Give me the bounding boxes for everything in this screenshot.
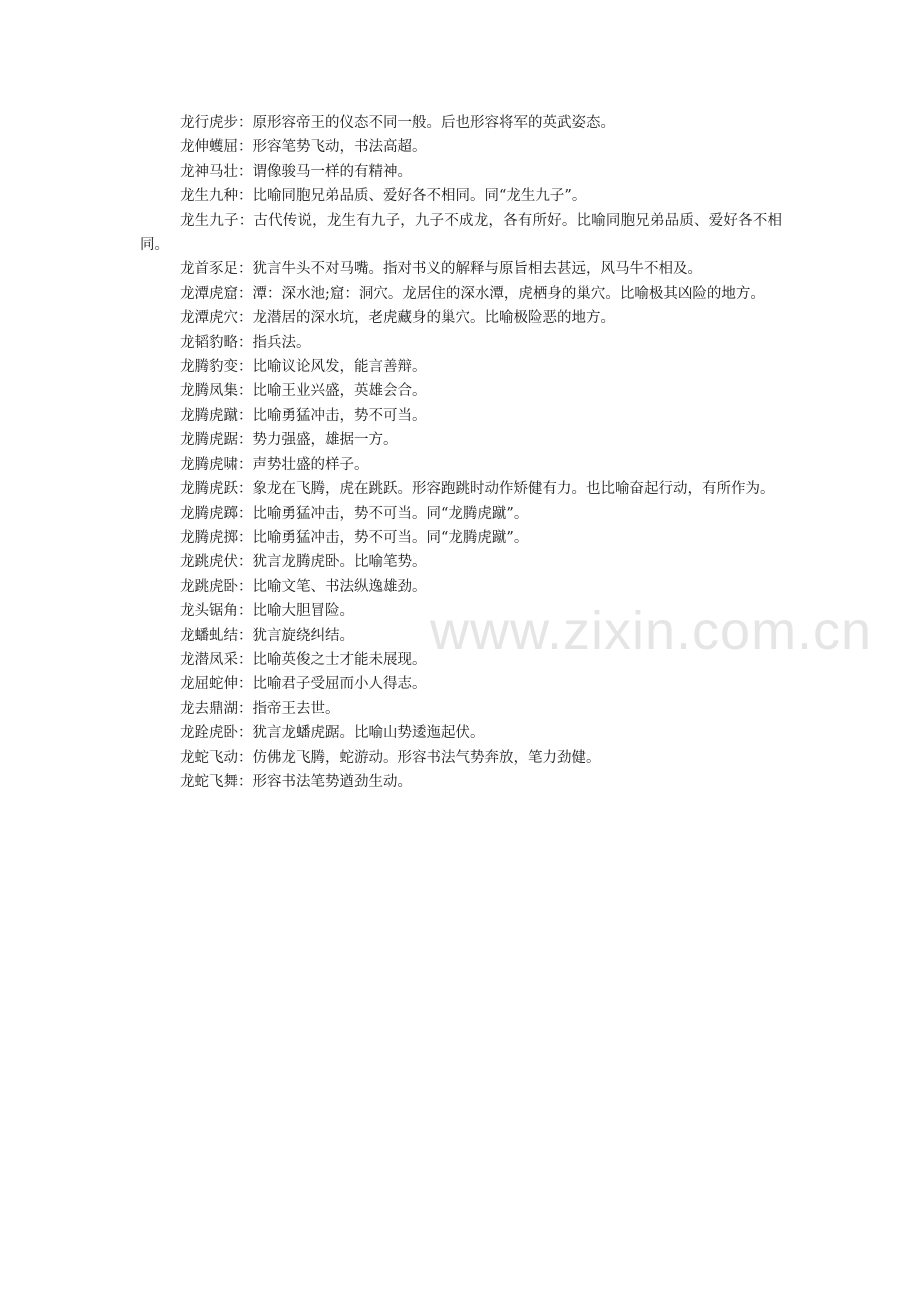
idiom-entry: 龙韬豹略：指兵法。: [180, 334, 311, 351]
idiom-entry: 龙腾豹变：比喻议论风发，能言善辩。: [180, 359, 427, 376]
idiom-entry: 龙行虎步：原形容帝王的仪态不同一般。后也形容将军的英武姿态。: [180, 115, 615, 131]
idiom-entry: 龙神马壮：谓像骏马一样的有精神。: [180, 163, 412, 180]
idiom-entry: 龙潭虎穴：龙潜居的深水坑，老虎藏身的巢穴。比喻极险恶的地方。: [180, 310, 615, 327]
idiom-entry: 龙腾虎踯：比喻勇猛冲击，势不可当。同“龙腾虎蹴”。: [180, 505, 529, 522]
idiom-entry: 龙跳虎伏：犹言龙腾虎卧。比喻笔势。: [180, 554, 427, 571]
idiom-entry: 龙伸蠖屈：形容笔势飞动，书法高超。: [180, 139, 427, 156]
idiom-entry: 龙蛇飞舞：形容书法笔势遒劲生动。: [180, 773, 412, 790]
idiom-entry: 龙腾虎掷：比喻勇猛冲击，势不可当。同“龙腾虎蹴”。: [180, 529, 529, 546]
idiom-entry: 龙生九种：比喻同胞兄弟品质、爱好各不相同。同“龙生九子”。: [180, 188, 587, 205]
idiom-entry: 龙潭虎窟：潭：深水池;窟：洞穴。龙居住的深水潭，虎栖身的巢穴。比喻极其凶险的地方。: [180, 285, 765, 302]
idiom-entry: 龙蟠虬结：犹言旋绕纠结。: [180, 627, 354, 644]
idiom-entry: 龙腾虎跃：象龙在飞腾，虎在跳跃。形容跑跳时动作矫健有力。也比喻奋起行动，有所作为。: [180, 481, 775, 498]
idiom-entry: 龙屈蛇伸：比喻君子受屈而小人得志。: [180, 676, 427, 693]
idiom-entry: 龙腾虎啸：声势壮盛的样子。: [180, 456, 369, 473]
idiom-entry: 龙头锯角：比喻大胆冒险。: [180, 603, 354, 620]
idiom-entry: 龙潜凤采：比喻英俊之士才能未展现。: [180, 651, 427, 668]
idiom-entry: 龙首豕足：犹言牛头不对马嘴。指对书义的解释与原旨相去甚远，风马牛不相及。: [180, 261, 702, 278]
idiom-list: [140, 111, 782, 794]
idiom-entry: 龙腾凤集：比喻王业兴盛，英雄会合。: [180, 383, 427, 400]
idiom-entry: 龙去鼎湖：指帝王去世。: [180, 700, 340, 717]
idiom-entry: 龙腾虎蹴：比喻勇猛冲击，势不可当。: [180, 407, 427, 424]
idiom-entry: 龙蛇飞动：仿佛龙飞腾，蛇游动。形容书法气势奔放，笔力劲健。: [180, 749, 601, 766]
idiom-entry: 龙生九子：古代传说，龙生有九子，九子不成龙，各有所好。比喻同胞兄弟品质、爱好各不相同。: [140, 212, 782, 254]
idiom-entry: 龙腾虎踞：势力强盛，雄据一方。: [180, 432, 398, 449]
watermark-text: www.zixin.com.cn: [430, 601, 873, 661]
idiom-entry: 龙跧虎卧：犹言龙蟠虎踞。比喻山势逶迤起伏。: [180, 725, 485, 742]
idiom-entry: 龙跳虎卧：比喻文笔、书法纵逸雄劲。: [180, 578, 427, 595]
